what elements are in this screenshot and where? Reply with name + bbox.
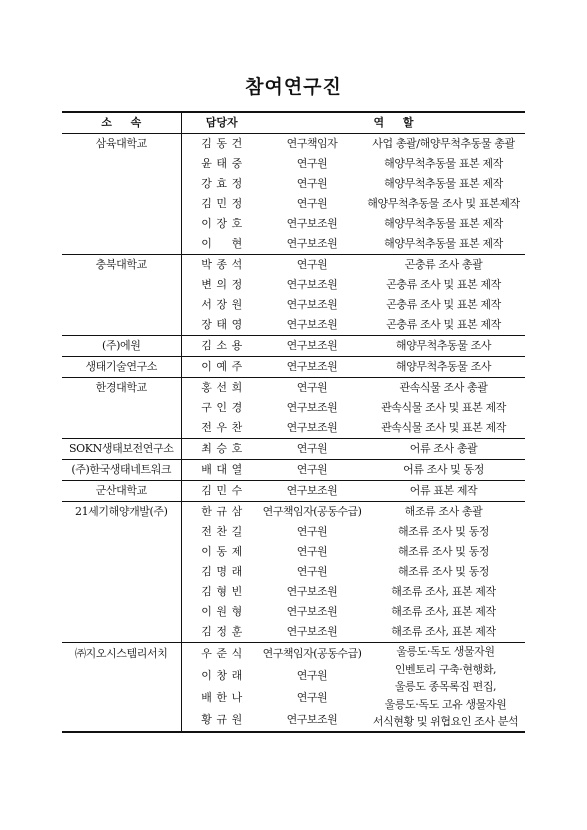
- affiliation-cell: ㈜지오시스템리서치: [62, 643, 181, 733]
- header-role: [262, 112, 525, 134]
- table-row: [62, 336, 525, 357]
- table-row: [62, 357, 525, 378]
- person-name: 김 동 건: [201, 137, 243, 150]
- position-cell: 연구원: [262, 460, 362, 481]
- person-name: 김 소 용: [201, 339, 243, 352]
- position-cell: 연구원: [296, 525, 328, 538]
- affiliation-cell: 21세기해양개발(주): [62, 502, 181, 643]
- person-name: 우 준 식: [201, 647, 243, 660]
- affiliation-cell: 삼육대학교: [62, 134, 181, 255]
- role-cell: 곤충류 조사 및 표본 제작: [386, 278, 501, 291]
- table-row: [62, 134, 525, 155]
- role-cell: 해조류 조사, 표본 제작: [391, 585, 496, 598]
- position-cell: 연구보조원: [286, 278, 338, 291]
- role-cell: 해조류 조사 총괄: [362, 502, 525, 523]
- affiliation-cell: (주)에원: [62, 336, 181, 357]
- role-cell: 해조류 조사, 표본 제작: [391, 625, 496, 638]
- position-cell: 연구보조원: [286, 713, 338, 726]
- person-cell: [181, 315, 262, 336]
- person-name: 이 장 호: [201, 217, 243, 230]
- position-cell: 연구원: [296, 669, 328, 682]
- role-cell: 곤충류 조사 및 표본 제작: [386, 298, 501, 311]
- header-affiliation: [62, 112, 181, 134]
- person-name: 서 장 원: [201, 298, 243, 311]
- position-cell: 연구보조원: [286, 605, 338, 618]
- position-cell: 연구보조원: [286, 421, 338, 434]
- person-name: 배 대 열: [201, 463, 243, 476]
- role-line: 서식현황 및 위협요인 조사 분석: [372, 715, 519, 729]
- person-name: 김 형 빈: [201, 585, 243, 598]
- person-name: 박 종 석: [201, 258, 243, 271]
- person-name: 장 태 영: [201, 318, 243, 331]
- position-cell: 연구원: [296, 177, 328, 190]
- position-cell: 연구보조원: [262, 336, 362, 357]
- position-cell: 연구원: [262, 255, 362, 276]
- person-name: 한 규 삼: [201, 505, 243, 518]
- person-cell: [181, 194, 262, 214]
- position-cell: 연구책임자(공동수급): [262, 502, 362, 523]
- affiliation-cell: (주)한국생태네트워크: [62, 460, 181, 481]
- position-cell: 연구보조원: [286, 298, 338, 311]
- person-name: 김 명 래: [201, 565, 243, 578]
- person-name: 전 찬 길: [201, 525, 243, 538]
- person-name: 김 민 정: [201, 197, 243, 210]
- page-title: 참여연구진: [245, 76, 342, 98]
- role-cell: 해조류 조사 및 동정: [397, 545, 490, 558]
- affiliation-cell: 충북대학교: [62, 255, 181, 336]
- role-cell: 해조류 조사 및 동정: [397, 525, 490, 538]
- role-cell: 해양무척추동물 조사: [362, 336, 525, 357]
- role-cell: 해조류 조사 및 동정: [397, 565, 490, 578]
- person-name: 홍 선 희: [201, 381, 243, 394]
- person-name: 황 규 원: [201, 713, 243, 726]
- role-cell: 어류 조사 및 동정: [362, 460, 525, 481]
- position-cell: 연구보조원: [262, 357, 362, 378]
- position-cell: 연구원: [262, 378, 362, 399]
- person-name: 김 정 훈: [201, 625, 243, 638]
- person-cell: [181, 275, 262, 295]
- person-cell: [181, 439, 262, 460]
- person-name: 최 승 호: [201, 442, 243, 455]
- person-cell: [181, 481, 262, 502]
- role-cell: 해양무척추동물 조사: [362, 357, 525, 378]
- participants-table: [62, 111, 525, 733]
- table-row: [62, 378, 525, 399]
- position-cell: 연구책임자(공동수급): [262, 643, 362, 666]
- person-name: 강 효 정: [201, 177, 243, 190]
- position-cell: 연구보조원: [286, 625, 338, 638]
- position-cell: 연구원: [262, 439, 362, 460]
- table-row: [62, 460, 525, 481]
- role-line: 울릉도·독도 고유 생물자원: [384, 697, 507, 711]
- table-row: [62, 439, 525, 460]
- person-name: 전 우 찬: [201, 421, 243, 434]
- header-person-label: 담당자: [205, 116, 238, 129]
- person-cell: [181, 665, 262, 687]
- person-name: 변 의 정: [201, 278, 243, 291]
- person-name: 이 원 형: [201, 605, 243, 618]
- role-cell: 곤충류 조사 및 표본 제작: [386, 318, 501, 331]
- person-cell: [181, 234, 262, 255]
- person-name: 김 민 수: [201, 484, 243, 497]
- person-name: 구 인 경: [201, 401, 243, 414]
- role-cell: 해양무척추동물 표본 제작: [384, 217, 503, 230]
- role-cell: 관속식물 조사 및 표본 제작: [381, 401, 506, 414]
- role-line: 인벤토리 구축·현행화,: [394, 662, 497, 676]
- position-cell: 연구보조원: [286, 401, 338, 414]
- role-cell: 해양무척추동물 조사 및 표본제작: [367, 197, 520, 210]
- role-cell: 해양무척추동물 표본 제작: [384, 237, 503, 250]
- person-cell: [181, 582, 262, 602]
- header-person: [181, 112, 262, 134]
- person-cell: [181, 542, 262, 562]
- person-name: 배 한 나: [201, 691, 243, 704]
- person-cell: [181, 214, 262, 234]
- person-cell: [181, 398, 262, 418]
- person-cell: [181, 336, 262, 357]
- affiliation-cell: 한경대학교: [62, 378, 181, 439]
- person-cell: [181, 562, 262, 582]
- role-cell: 해양무척추동물 표본 제작: [384, 157, 503, 170]
- position-cell: 연구원: [296, 197, 328, 210]
- position-cell: 연구원: [296, 565, 328, 578]
- person-cell: [181, 357, 262, 378]
- person-cell: [181, 687, 262, 709]
- person-name: 이 창 래: [201, 669, 243, 682]
- person-cell: [181, 602, 262, 622]
- affiliation-cell: 군산대학교: [62, 481, 181, 502]
- position-cell: 연구보조원: [286, 585, 338, 598]
- position-cell: 연구원: [296, 691, 328, 704]
- affiliation-cell: SOKN생태보전연구소: [62, 439, 181, 460]
- position-cell: 연구보조원: [286, 217, 338, 230]
- person-cell: [181, 255, 262, 276]
- person-cell: [181, 134, 262, 155]
- role-cell: 사업 총괄/해양무척추동물 총괄: [362, 134, 525, 155]
- table-header-row: [62, 112, 525, 134]
- person-cell: [181, 154, 262, 174]
- role-cell: 어류 조사 총괄: [362, 439, 525, 460]
- role-cell: 곤충류 조사 총괄: [362, 255, 525, 276]
- role-cell: [362, 643, 525, 733]
- person-name: 이 예 주: [201, 360, 243, 373]
- header-affiliation-label: 소 속: [101, 116, 142, 129]
- table-row: [62, 481, 525, 502]
- role-line: 울릉도 종목록집 편집,: [394, 680, 497, 694]
- position-cell: 연구보조원: [262, 481, 362, 502]
- position-cell: 연구책임자: [262, 134, 362, 155]
- role-cell: 관속식물 조사 총괄: [362, 378, 525, 399]
- person-cell: [181, 378, 262, 399]
- person-name: 윤 태 중: [201, 157, 243, 170]
- person-cell: [181, 295, 262, 315]
- person-cell: [181, 643, 262, 666]
- person-cell: [181, 460, 262, 481]
- person-cell: [181, 522, 262, 542]
- table-body: [62, 134, 525, 733]
- person-cell: [181, 622, 262, 643]
- person-name: 이 동 제: [201, 545, 243, 558]
- person-cell: [181, 502, 262, 523]
- table-row: [62, 643, 525, 666]
- position-cell: 연구원: [296, 545, 328, 558]
- table-row: [62, 502, 525, 523]
- role-cell: 해양무척추동물 표본 제작: [384, 177, 503, 190]
- person-cell: [181, 709, 262, 732]
- role-cell: 어류 표본 제작: [362, 481, 525, 502]
- person-cell: [181, 418, 262, 439]
- person-name: 이 현: [201, 237, 243, 250]
- position-cell: 연구보조원: [286, 318, 338, 331]
- affiliation-cell: 생태기술연구소: [62, 357, 181, 378]
- role-cell: 관속식물 조사 및 표본 제작: [381, 421, 506, 434]
- role-line: 울릉도·독도 생물자원: [396, 645, 495, 659]
- person-cell: [181, 174, 262, 194]
- table-row: [62, 255, 525, 276]
- position-cell: 연구보조원: [286, 237, 338, 250]
- header-role-label: 역 할: [373, 116, 414, 129]
- position-cell: 연구원: [296, 157, 328, 170]
- role-cell: 해조류 조사, 표본 제작: [391, 605, 496, 618]
